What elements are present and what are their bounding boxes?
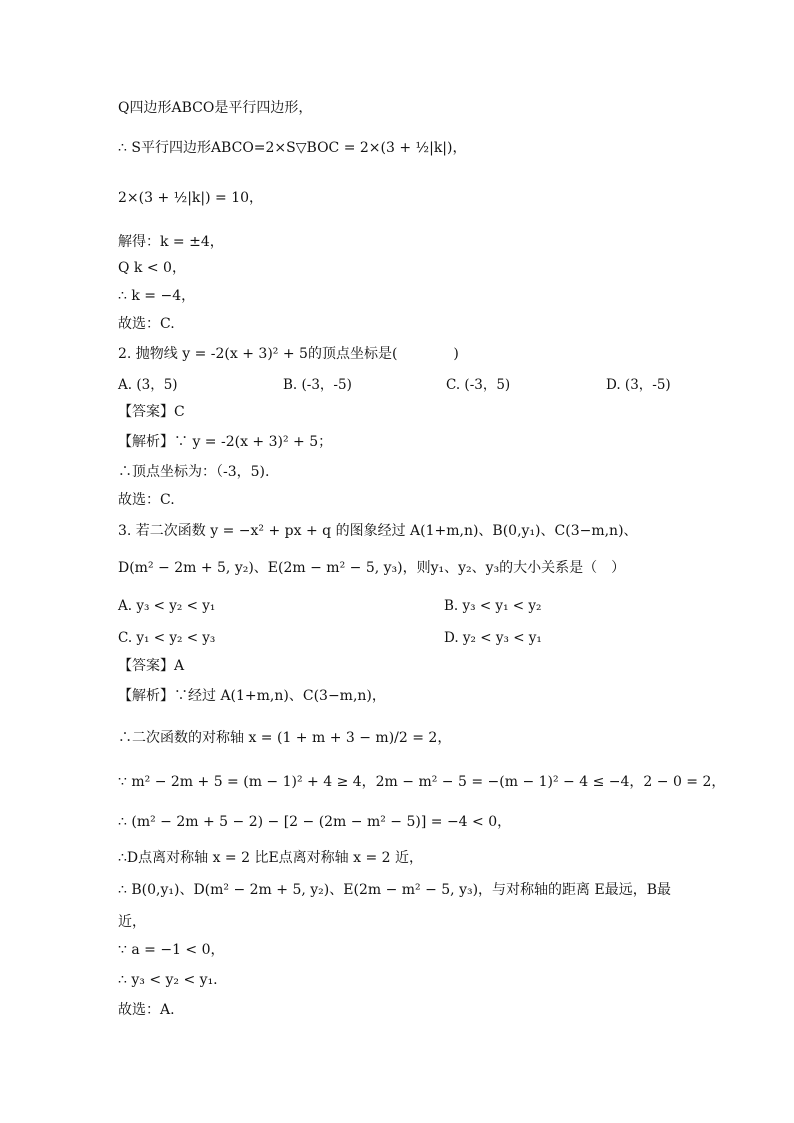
line-text: ∴ y₃ < y₂ < y₁.: [118, 972, 218, 988]
line-text: 2. 抛物线 y = -2(x + 3)² + 5的顶点坐标是( ): [118, 346, 459, 362]
answer-line: [118, 402, 185, 422]
line-text: 3. 若二次函数 y = −x² + px + q 的图象经过 A(1+m,n)、B(0,y₁)、C(3−m,n)、: [118, 523, 638, 539]
q2-option-b: [283, 375, 352, 395]
option-text: D. y₂ < y₃ < y₁: [444, 630, 542, 646]
option-text: A. y₃ < y₂ < y₁: [118, 598, 216, 614]
line-text: ∴ (m² − 2m + 5 − 2) − [2 − (2m − m² − 5)] = −4 < 0，: [118, 814, 512, 830]
line-text: ∵ m² − 2m + 5 = (m − 1)² + 4 ≥ 4，2m − m² − 5 = −(m − 1)² − 4 ≤ −4，2 − 0 = 2，: [118, 774, 726, 790]
line-text: ∴ S平行四边形ABCO=2×S▽BOC = 2×(3 + ½|k|)，: [118, 140, 467, 156]
line-text: ∴顶点坐标为：（-3，5).: [118, 464, 270, 480]
line-text: 故选：C.: [118, 492, 175, 508]
solution-line: [118, 490, 175, 510]
solution-line: [118, 138, 466, 158]
question-3-stem-cont: [118, 558, 625, 578]
analysis-line: [118, 432, 332, 452]
solution-line: [118, 728, 451, 748]
analysis-line: [118, 686, 386, 706]
question-2-stem: [118, 344, 459, 364]
solution-line: [118, 880, 671, 900]
question-3-stem: [118, 521, 638, 541]
line-text: ∴D点离对称轴 x = 2 比E点离对称轴 x = 2 近，: [118, 850, 424, 866]
solution-line: [118, 462, 269, 482]
option-text: D. (3，-5): [606, 377, 671, 393]
line-text: 【解析】∵ y = -2(x + 3)² + 5；: [118, 434, 333, 450]
solution-line: [118, 812, 511, 832]
solution-line: [118, 314, 175, 334]
line-text: 【解析】∵经过 A(1+m,n)、C(3−m,n)，: [118, 688, 386, 704]
option-text: A. (3，5): [118, 377, 178, 393]
q2-option-a: [118, 375, 178, 395]
solution-line: [118, 772, 725, 792]
solution-line: [118, 848, 423, 868]
solution-line: [118, 940, 225, 960]
solution-line: [118, 232, 224, 252]
solution-line: [118, 912, 146, 932]
line-text: 近，: [118, 914, 146, 930]
option-text: C. y₁ < y₂ < y₃: [118, 630, 216, 646]
line-text: 【答案】C: [118, 404, 185, 420]
line-text: ∵ a = −1 < 0，: [118, 942, 225, 958]
solution-line: [118, 970, 218, 990]
q3-option-b: [444, 596, 541, 616]
line-text: ∴ B(0,y₁)、D(m² − 2m + 5, y₂)、E(2m − m² − 5, y₃)，与对称轴的距离 E最远，B最: [118, 882, 672, 898]
line-text: 故选：A.: [118, 1002, 175, 1018]
line-text: 【答案】A: [118, 658, 185, 674]
line-text: 2×(3 + ½|k|) = 10，: [118, 190, 264, 206]
solution-line: [118, 1000, 175, 1020]
solution-line: [118, 98, 312, 118]
solution-line: [118, 286, 195, 306]
line-text: D(m² − 2m + 5, y₂)、E(2m − m² − 5, y₃)，则y₁、y₂、y₃的大小关系是（ ）: [118, 560, 626, 576]
line-text: ∴ k = −4，: [118, 288, 196, 304]
q3-option-a: [118, 596, 215, 616]
line-text: Q k < 0，: [118, 260, 186, 276]
option-text: B. y₃ < y₁ < y₂: [444, 598, 542, 614]
q2-option-c: [446, 375, 510, 395]
q3-option-d: [444, 628, 542, 648]
q2-option-d: [606, 375, 671, 395]
option-text: C. (-3，5): [446, 377, 511, 393]
line-text: 故选：C.: [118, 316, 175, 332]
line-text: Q四边形ABCO是平行四边形，: [118, 100, 313, 116]
answer-line: [118, 656, 184, 676]
line-text: 解得：k = ±4，: [118, 234, 224, 250]
solution-line: [118, 188, 263, 208]
q3-option-c: [118, 628, 215, 648]
solution-line: [118, 258, 186, 278]
line-text: ∴二次函数的对称轴 x = (1 + m + 3 − m)/2 = 2，: [118, 730, 452, 746]
option-text: B. (-3，-5): [283, 377, 352, 393]
